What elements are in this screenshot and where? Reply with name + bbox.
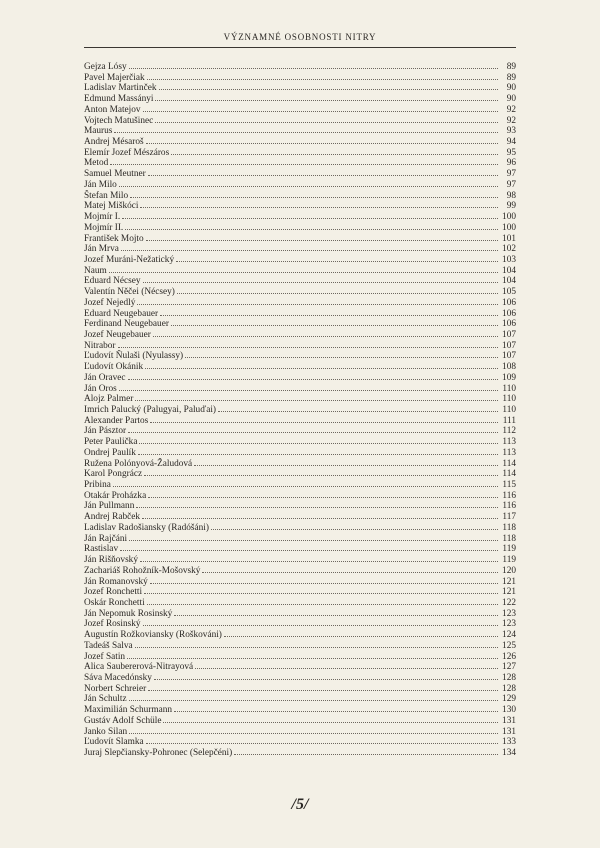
toc-entry-page: 121	[502, 587, 516, 597]
toc-entry-name: Mojmír II.	[84, 222, 124, 233]
toc-entry-page: 133	[502, 737, 516, 747]
toc-entry-page: 116	[502, 501, 516, 512]
toc-entry	[84, 629, 516, 640]
toc-entry	[84, 168, 516, 179]
dot-leader	[171, 318, 498, 326]
toc-entry-name: Ján Mrva	[84, 244, 119, 254]
toc-entry-name: Ján Pásztor	[84, 426, 127, 437]
toc-entry-page: 97	[506, 179, 516, 190]
dot-leader	[146, 736, 498, 744]
dot-leader	[119, 383, 498, 391]
toc-entry-page: 114	[502, 458, 516, 469]
toc-entry-page: 103	[502, 254, 516, 265]
dot-leader	[159, 82, 498, 90]
toc-entry-name: Ondrej Paulík	[84, 447, 136, 458]
toc-entry	[84, 361, 516, 372]
toc-entry	[84, 179, 516, 190]
toc-entry-name: Oskár Ronchetti	[84, 597, 145, 608]
dot-leader	[144, 468, 498, 476]
toc-entry-name: Jozef Nejedlý	[84, 297, 136, 308]
toc-entry-page: 131	[502, 715, 516, 726]
toc-entry-name: Maximilián Schurmann	[84, 705, 173, 715]
dot-leader	[176, 254, 498, 262]
toc-entry-page: 94	[506, 137, 516, 147]
toc-entry	[84, 211, 516, 222]
toc-entry-page: 118	[502, 522, 516, 533]
toc-entry-name: Ján Oros	[84, 383, 117, 394]
toc-entry-name: Ján Schultz	[84, 694, 127, 705]
dot-leader	[143, 104, 498, 112]
toc-entry-name: Andrej Mésaroš	[84, 137, 144, 147]
toc-entry-name: Sáva Macedónsky	[84, 672, 152, 683]
toc-entry-name: Imrich Palucký (Palugyai, Paluďai)	[84, 405, 217, 415]
dot-leader	[114, 125, 498, 133]
toc-entry	[84, 383, 516, 394]
dot-leader	[136, 500, 498, 508]
toc-entry	[84, 222, 516, 233]
dot-leader	[174, 608, 498, 616]
dot-leader	[110, 157, 498, 165]
toc-entry-page: 93	[506, 126, 516, 137]
toc-entry	[84, 200, 516, 211]
toc-entry-page: 129	[502, 694, 516, 705]
toc-entry	[84, 136, 516, 147]
dot-leader	[119, 179, 498, 187]
dot-leader	[154, 672, 498, 680]
toc-entry-page: 114	[502, 469, 516, 480]
toc-entry-page: 113	[502, 437, 516, 447]
toc-entry-name: Metod	[84, 158, 109, 169]
toc-entry	[84, 683, 516, 694]
toc-entry	[84, 736, 516, 747]
dot-leader	[121, 243, 498, 251]
toc-entry-name: Maurus	[84, 126, 113, 137]
dot-leader	[185, 350, 498, 358]
dot-leader	[147, 72, 498, 80]
dot-leader	[122, 211, 498, 219]
toc-entry-page: 115	[502, 480, 516, 490]
toc-entry-name: Tadeáš Salva	[84, 640, 133, 651]
toc-entry-name: Peter Paulička	[84, 437, 138, 447]
toc-entry-name: Alica Saubererová-Nitrayová	[84, 662, 194, 672]
toc-entry-page: 92	[506, 115, 516, 126]
dot-leader	[125, 222, 498, 230]
toc-entry	[84, 125, 516, 136]
table-of-contents	[84, 61, 516, 758]
toc-entry-name: Pribina	[84, 480, 111, 490]
toc-entry-page: 90	[506, 94, 516, 104]
header-divider	[84, 47, 516, 48]
dot-leader	[113, 479, 498, 487]
toc-entry-name: Ladislav Radošiansky (Radóšáni)	[84, 522, 209, 533]
toc-entry	[84, 576, 516, 587]
toc-entry	[84, 425, 516, 436]
toc-entry-name: Ján Rajčáni	[84, 533, 128, 544]
dot-leader	[146, 136, 498, 144]
toc-entry	[84, 72, 516, 83]
dot-leader	[195, 661, 498, 669]
dot-leader	[138, 447, 498, 455]
toc-entry-name: Mojmír I.	[84, 212, 121, 222]
toc-entry-name: Ľudovít Okánik	[84, 362, 144, 372]
toc-entry-page: 90	[506, 83, 516, 94]
toc-entry	[84, 436, 516, 447]
dot-leader	[143, 618, 498, 626]
toc-entry-page: 107	[502, 329, 516, 340]
toc-entry-page: 126	[502, 651, 516, 662]
toc-entry-page: 89	[506, 62, 516, 72]
toc-entry-name: Rastislav	[84, 544, 119, 555]
dot-leader	[144, 586, 498, 594]
toc-entry-name: Alojz Palmer	[84, 394, 134, 404]
toc-entry-name: Jozef Rosinský	[84, 619, 141, 630]
toc-entry-page: 124	[502, 630, 516, 640]
toc-entry	[84, 618, 516, 629]
dot-leader	[155, 93, 498, 101]
dot-leader	[135, 393, 498, 401]
dot-leader	[140, 200, 498, 208]
toc-entry	[84, 586, 516, 597]
dot-leader	[129, 61, 498, 69]
toc-entry-page: 104	[502, 276, 516, 287]
dot-leader	[140, 554, 498, 562]
toc-entry	[84, 286, 516, 297]
dot-leader	[218, 404, 498, 412]
toc-entry-name: Ľudovít Slamka	[84, 737, 144, 747]
toc-entry	[84, 190, 516, 201]
toc-entry	[84, 490, 516, 501]
toc-entry-page: 97	[506, 169, 516, 179]
toc-entry-name: Ján Oravec	[84, 372, 126, 383]
dot-leader	[143, 275, 498, 283]
toc-entry-page: 99	[506, 201, 516, 212]
toc-entry	[84, 522, 516, 533]
toc-entry-page: 107	[502, 340, 516, 351]
toc-entry	[84, 565, 516, 576]
toc-entry-page: 116	[502, 490, 516, 501]
toc-entry-name: Ružena Polónyová-Žaludová	[84, 458, 193, 469]
toc-entry-page: 109	[502, 372, 516, 383]
toc-entry-page: 128	[502, 672, 516, 683]
toc-entry	[84, 415, 516, 426]
toc-entry-page: 130	[502, 705, 516, 715]
toc-entry-name: Nitrabor	[84, 340, 116, 351]
toc-entry-name: Juraj Slepčiansky-Pohronec (Selepčéni)	[84, 748, 233, 758]
toc-entry-name: Jozef Satin	[84, 651, 126, 662]
toc-entry-name: Matej Miškóci	[84, 201, 139, 212]
toc-entry	[84, 640, 516, 651]
dot-leader	[150, 576, 498, 584]
toc-entry-name: Zachariáš Rohožník-Mošovský	[84, 565, 201, 576]
toc-entry-page: 123	[502, 619, 516, 630]
dot-leader	[129, 533, 498, 541]
dot-leader	[129, 693, 498, 701]
toc-entry	[84, 350, 516, 361]
toc-entry	[84, 372, 516, 383]
page-number: /5/	[291, 796, 309, 813]
toc-entry	[84, 554, 516, 565]
dot-leader	[148, 683, 498, 691]
dot-leader	[174, 704, 498, 712]
dot-leader	[120, 543, 498, 551]
toc-entry	[84, 157, 516, 168]
toc-entry-page: 112	[502, 426, 516, 437]
toc-entry-name: Karol Pongrácz	[84, 469, 143, 480]
toc-entry-page: 128	[502, 683, 516, 694]
toc-entry-page: 110	[502, 394, 516, 404]
toc-entry-page: 125	[502, 640, 516, 651]
dot-leader	[137, 297, 498, 305]
toc-entry	[84, 511, 516, 522]
toc-entry-name: Augustín Rožkoviansky (Roškováni)	[84, 630, 222, 640]
toc-entry-page: 123	[502, 608, 516, 619]
toc-entry-page: 110	[502, 405, 516, 415]
dot-leader	[127, 651, 498, 659]
toc-entry-name: Alexander Partos	[84, 415, 149, 426]
toc-entry-name: Norbert Schreier	[84, 683, 147, 694]
toc-entry-page: 117	[502, 512, 516, 522]
toc-entry-name: Gustáv Adolf Schüle	[84, 715, 162, 726]
toc-entry-page: 108	[502, 362, 516, 372]
toc-entry-name: František Mojto	[84, 233, 144, 244]
toc-entry	[84, 318, 516, 329]
toc-entry-name: Valentín Něčei (Nécsey)	[84, 287, 175, 297]
dot-leader	[155, 115, 498, 123]
toc-entry	[84, 726, 516, 737]
dot-leader	[147, 597, 498, 605]
toc-entry	[84, 715, 516, 726]
toc-entry-page: 96	[506, 158, 516, 169]
toc-entry-name: Naum	[84, 265, 107, 276]
toc-entry-name: Elemír Jozef Mészáros	[84, 147, 170, 158]
toc-entry-name: Ján Milo	[84, 179, 117, 190]
dot-leader	[139, 436, 498, 444]
toc-entry-page: 134	[502, 748, 516, 758]
toc-entry-name: Otakár Proházka	[84, 490, 147, 501]
toc-entry	[84, 265, 516, 276]
toc-entry-page: 98	[506, 190, 516, 201]
toc-entry	[84, 393, 516, 404]
dot-leader	[128, 372, 498, 380]
dot-leader	[130, 190, 498, 198]
toc-entry-page: 120	[502, 565, 516, 576]
toc-entry-name: Ladislav Martinček	[84, 83, 157, 94]
dot-leader	[177, 286, 498, 294]
toc-entry-page: 101	[502, 233, 516, 244]
toc-entry-page: 92	[506, 104, 516, 115]
dot-leader	[163, 715, 498, 723]
toc-entry-page: 122	[502, 597, 516, 608]
toc-entry	[84, 93, 516, 104]
toc-entry-page: 131	[502, 726, 516, 737]
dot-leader	[150, 415, 498, 423]
toc-entry	[84, 704, 516, 715]
toc-entry-name: Ferdinand Neugebauer	[84, 319, 169, 329]
toc-entry-name: Ľudovít Ňulaši (Nyulassy)	[84, 351, 184, 362]
toc-entry	[84, 243, 516, 254]
toc-entry-page: 104	[502, 265, 516, 276]
toc-entry-name: Jozef Neugebauer	[84, 329, 151, 340]
toc-entry	[84, 693, 516, 704]
toc-entry-name: Eduard Nécsey	[84, 276, 141, 287]
toc-entry	[84, 329, 516, 340]
toc-entry	[84, 147, 516, 158]
toc-entry	[84, 115, 516, 126]
dot-leader	[148, 168, 498, 176]
dot-leader	[153, 329, 498, 337]
toc-entry	[84, 404, 516, 415]
dot-leader	[145, 361, 498, 369]
toc-entry-name: Pavel Majerčiak	[84, 72, 145, 83]
toc-entry-page: 107	[502, 351, 516, 362]
toc-entry	[84, 608, 516, 619]
toc-entry	[84, 308, 516, 319]
toc-entry	[84, 479, 516, 490]
toc-entry-name: Ján Pullmann	[84, 501, 135, 512]
dot-leader	[148, 490, 498, 498]
toc-entry-page: 100	[502, 212, 516, 222]
toc-entry	[84, 543, 516, 554]
toc-entry-page: 106	[502, 319, 516, 329]
dot-leader	[146, 233, 498, 241]
toc-entry	[84, 500, 516, 511]
toc-entry	[84, 340, 516, 351]
dot-leader	[224, 629, 498, 637]
toc-entry-name: Gejza Lósy	[84, 62, 127, 72]
toc-entry-page: 119	[502, 555, 516, 565]
toc-entry-name: Samuel Meutner	[84, 169, 146, 179]
toc-entry-name: Janko Silan	[84, 726, 128, 737]
toc-entry-page: 121	[502, 576, 516, 587]
toc-entry-page: 100	[502, 222, 516, 233]
toc-entry-name: Eduard Neugebauer	[84, 308, 159, 319]
toc-entry-name: Anton Matejov	[84, 104, 141, 115]
dot-leader	[142, 511, 498, 519]
toc-entry	[84, 458, 516, 469]
toc-entry	[84, 297, 516, 308]
dot-leader	[171, 147, 498, 155]
dot-leader	[234, 747, 498, 755]
toc-entry-page: 111	[502, 415, 516, 426]
toc-entry-page: 127	[502, 662, 516, 672]
dot-leader	[160, 308, 498, 316]
toc-entry	[84, 747, 516, 758]
dot-leader	[118, 340, 499, 348]
dot-leader	[202, 565, 498, 573]
dot-leader	[109, 265, 498, 273]
toc-entry-page: 89	[506, 72, 516, 83]
toc-entry	[84, 597, 516, 608]
dot-leader	[128, 425, 498, 433]
toc-entry	[84, 651, 516, 662]
toc-entry-page: 113	[502, 447, 516, 458]
toc-entry-page: 105	[502, 287, 516, 297]
toc-entry-name: Andrej Rabček	[84, 512, 141, 522]
toc-entry	[84, 104, 516, 115]
toc-entry-page: 110	[502, 383, 516, 394]
toc-entry-name: Edmund Massányi	[84, 94, 154, 104]
dot-leader	[129, 726, 498, 734]
toc-entry	[84, 447, 516, 458]
toc-entry-page: 119	[502, 544, 516, 555]
toc-entry-name: Ján Nepomuk Rosinský	[84, 608, 173, 619]
toc-entry	[84, 468, 516, 479]
toc-entry-name: Ján Romanovský	[84, 576, 148, 587]
toc-entry-page: 95	[506, 147, 516, 158]
toc-entry-name: Vojtech Matušinec	[84, 115, 154, 126]
toc-entry-name: Jozef Muráni-Nežatický	[84, 254, 175, 265]
toc-entry-page: 102	[502, 244, 516, 254]
toc-entry	[84, 61, 516, 72]
toc-entry-page: 106	[502, 308, 516, 319]
toc-entry-page: 118	[502, 533, 516, 544]
toc-entry	[84, 82, 516, 93]
toc-entry	[84, 233, 516, 244]
toc-entry-name: Ján Rišňovský	[84, 555, 138, 565]
toc-entry	[84, 661, 516, 672]
toc-entry	[84, 672, 516, 683]
dot-leader	[135, 640, 498, 648]
toc-entry	[84, 533, 516, 544]
toc-entry-name: Jozef Ronchetti	[84, 587, 143, 597]
toc-entry-name: Štefan Milo	[84, 190, 129, 201]
dot-leader	[194, 458, 498, 466]
running-header: VÝZNAMNÉ OSOBNOSTI NITRY	[223, 32, 377, 42]
toc-entry	[84, 275, 516, 286]
dot-leader	[211, 522, 498, 530]
toc-entry-page: 106	[502, 297, 516, 308]
toc-entry	[84, 254, 516, 265]
